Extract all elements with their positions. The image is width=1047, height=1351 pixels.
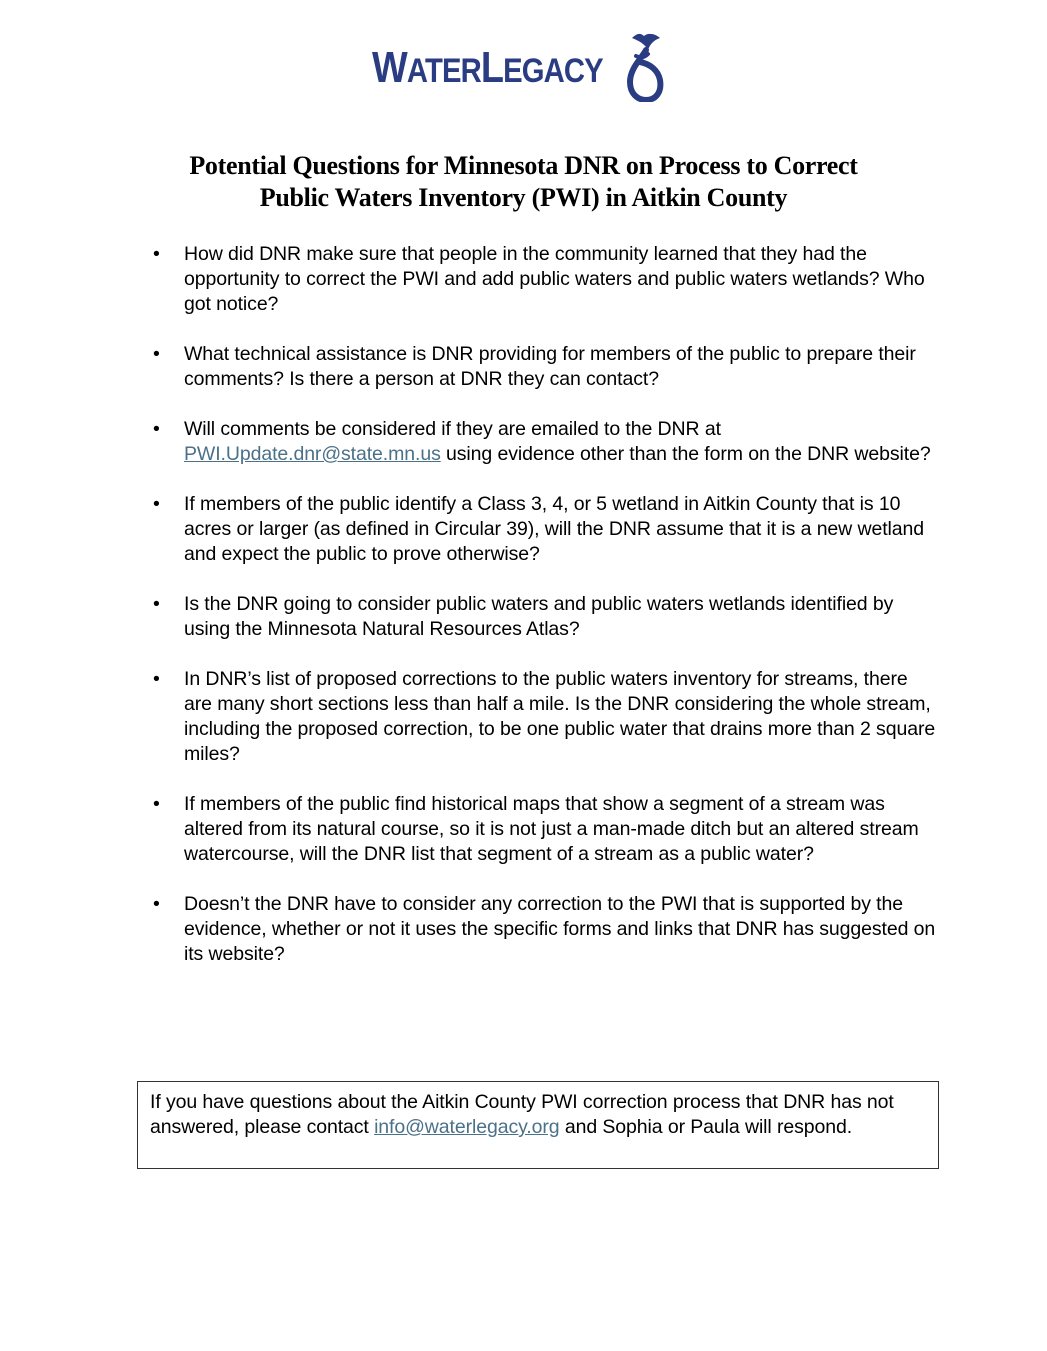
bullet-icon: • xyxy=(153,343,160,365)
question-item: • Doesn’t the DNR have to consider any correction to the PWI that is supported by the evidence, whether or not it uses the specific forms and links that DNR has suggested on its website? xyxy=(153,893,936,965)
title-line-2: Public Waters Inventory (PWI) in Aitkin County xyxy=(259,183,788,212)
water-drop-bird-icon xyxy=(618,32,668,102)
page-title xyxy=(100,150,947,214)
bullet-icon: • xyxy=(153,793,160,815)
bullet-icon: • xyxy=(153,243,160,265)
question-item: • If members of the public identify a Class 3, 4, or 5 wetland in Aitkin County that is 10 acres or larger (as defined in Circular 39), will the DNR assume that it is a new wetland and expect the public to prove otherwise? xyxy=(153,493,924,565)
title-line-1: Potential Questions for Minnesota DNR on Process to Correct xyxy=(189,151,858,180)
dnr-email-link[interactable]: PWI.Update.dnr@state.mn.us xyxy=(184,443,441,465)
question-item: • How did DNR make sure that people in the community learned that they had the opportunity to correct the PWI and add public waters and public waters wetlands? Who got notice? xyxy=(153,243,925,315)
question-item: • If members of the public find historical maps that show a segment of a stream was altered from its natural course, so it is not just a man-made ditch but an altered stream watercourse, will the DNR list that segment of a stream as a public water? xyxy=(153,793,919,865)
question-item: • Will comments be considered if they are emailed to the DNR at PWI.Update.dnr@state.mn.us using evidence other than the form on the DNR website? xyxy=(153,418,931,465)
contact-email-link[interactable]: info@waterlegacy.org xyxy=(374,1116,560,1138)
question-list xyxy=(150,242,940,992)
bullet-icon: • xyxy=(153,418,160,440)
question-item: • In DNR’s list of proposed corrections to the public waters inventory for streams, there are many short sections less than half a mile. Is the DNR considering the whole stream, including the proposed correction, to be one public water that drains more than 2 square miles? xyxy=(153,668,936,765)
waterlegacy-logo xyxy=(372,30,672,105)
bullet-icon: • xyxy=(153,593,160,615)
question-item: • Is the DNR going to consider public waters and public waters wetlands identified by using the Minnesota Natural Resources Atlas? xyxy=(153,593,894,640)
bullet-icon: • xyxy=(153,668,160,690)
bullet-icon: • xyxy=(153,893,160,915)
logo-text: WATERLEGACY xyxy=(372,42,603,92)
question-item: • What technical assistance is DNR providing for members of the public to prepare their comments? Is there a person at DNR they can contact? xyxy=(153,343,916,390)
bullet-icon: • xyxy=(153,493,160,515)
contact-box: If you have questions about the Aitkin County PWI correction process that DNR has not answered, please contact info@waterlegacy.org and Sophia or Paula will respond. xyxy=(137,1081,939,1169)
